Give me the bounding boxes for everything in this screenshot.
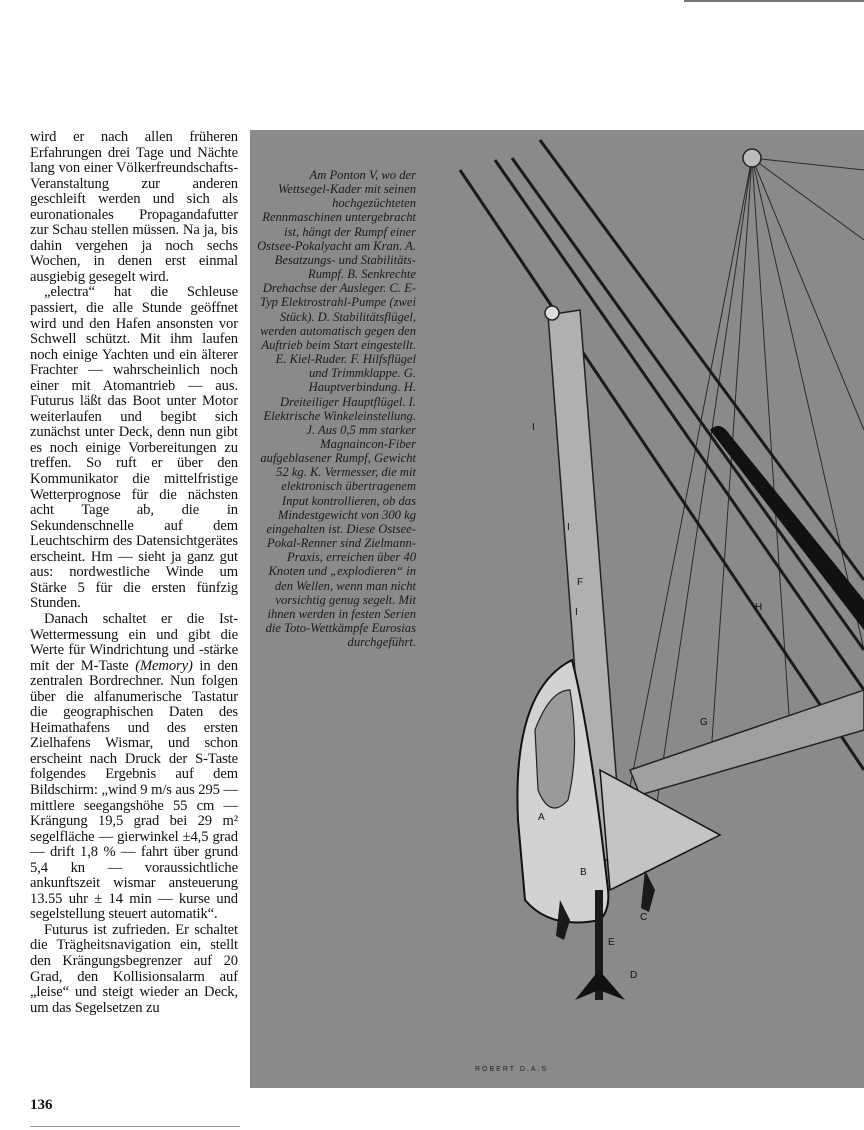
illustrator-credit: ROBERT D.A.S — [475, 1066, 549, 1073]
paragraph-3 — [30, 612, 238, 923]
paragraph-3-cont: in den zentralen Bordrechner. Nun folgen über die alfanumerische Tastatur die geographischen Daten des Heimathafens und des ersten Zielhafens Wismar, und schon erscheint nach Druck der S-Taste folgendes Ergebnis auf dem Bildschirm: „wind 9 m/s aus 295 — mittlere seegangshöhe 55 cm — Krängung 19,5 grad bei 29 m² segelfläche — gierwinkel ±4,5 grad — drift 1,8 % — fahrt über grund 5,4 kn — voraussichtliche ankunftszeit wismar ansteuerung 13.55 uhr ± 14 min — kurse und segelstellung steuert automatik“. — [30, 657, 238, 923]
label-i3: I — [575, 607, 578, 618]
figure-caption: Am Ponton V, wo der Wettsegel-Kader mit seinen hochgezüchteten Rennmaschinen untergebracht ist, hängt der Rumpf einer Ostsee-Pokalyacht am Kran. A. Besatzungs- und Stabilitäts-Rumpf. B. Senkrechte Drehachse der Ausleger. C. E-Typ Elektrostrahl-Pumpe (zwei Stück). D. Stabilitätsflügel, werden automatisch gegen den Auftrieb beim Start eingestellt. E. Kiel-Ruder. F. Hilfsflügel und Trimmklappe. G. Hauptverbindung. H. Dreiteiliger Hauptflügel. I. Elektrische Winkeleinstellung. J. Aus 0,5 mm starker Magnaincon-Fiber aufgeblasener Rumpf, Gewicht 52 kg. K. Vermesser, die mit elektronisch übertragenem Input kontrollieren, ob das Mindestgewicht von 300 kg eingehalten ist. Diese Ostsee-Pokal-Renner sind Zielmann-Praxis, erreichen über 40 Knoten und „explodieren“ in den Wellen, wenn man nicht vorsichtig genug segelt. Mit ihnen werden in festen Serien die Toto-Wettkämpfe Eurosias durchgeführt. — [257, 168, 416, 650]
top-rule — [684, 0, 864, 2]
mast-joint — [545, 306, 559, 320]
article-column — [30, 130, 238, 1016]
wing-dark-edge — [710, 426, 864, 630]
page-number: 136 — [30, 1097, 53, 1113]
paragraph-1: wird er nach allen früheren Erfahrungen drei Tage und Nächte lang von einer Völkerfreundschafts-Veranstaltung zur anderen geschleift werden und sich als euronationales Propagandafutter zur Schau stellen müssen. Na ja, bis dahin vergehen ja noch sechs Wochen, in denen erst einmal ausgiebig gesegelt wird. — [30, 129, 238, 285]
main-connection — [630, 690, 864, 795]
paragraph-4: Futurus ist zufrieden. Er schaltet die Trägheitsnavigation ein, stellt den Krängungsbegrenzer auf 20 Grad, den Kollisionsalarm auf „leise“ und steigt wieder an Deck, um das Segelsetzen zu — [30, 921, 238, 1016]
label-f: F — [577, 577, 584, 588]
label-h: H — [755, 602, 763, 613]
label-d: D — [630, 970, 638, 981]
footer-rule — [30, 1126, 240, 1127]
paragraph-3-start: Danach schaltet er die Ist-Wettermessung ein und gibt die Werte für Windrichtung und -stärke mit der M-Taste — [30, 610, 238, 674]
label-a: A — [538, 812, 545, 823]
label-i2: I — [567, 522, 570, 533]
label-b: B — [580, 867, 587, 878]
yacht-illustration — [250, 130, 864, 1088]
label-i1: I — [532, 422, 535, 433]
label-e: E — [608, 937, 615, 948]
label-c: C — [640, 912, 648, 923]
memory-term: (Memory) — [135, 657, 193, 674]
wing-spars — [460, 140, 864, 770]
label-g: G — [700, 717, 708, 728]
paragraph-2: „electra“ hat die Schleuse passiert, die alle Stunde geöffnet wird und den Hafen ansonsten vor Schwell schützt. Mit ihm laufen noch einige Yachten und ein älterer Frachter — wahrscheinlich noch einer mit Atomantrieb — aus. Futurus läßt das Boot unter Motor weiterlaufen und begibt sich zunächst unter Deck, denn nun gibt es noch einige Vorbereitungen zu treffen. So ruft er über den Kommunikator die mittelfristige Wetterprognose für die nächsten acht Tage ab, die in Sekundenschnelle auf dem Leuchtschirm des Datensichtgerätes erscheint. Hm — sieht ja ganz gut aus: nordwestliche Winde um Stärke 5 für die ersten fünfzig Stunden. — [30, 284, 238, 612]
crane-hook — [743, 149, 761, 167]
